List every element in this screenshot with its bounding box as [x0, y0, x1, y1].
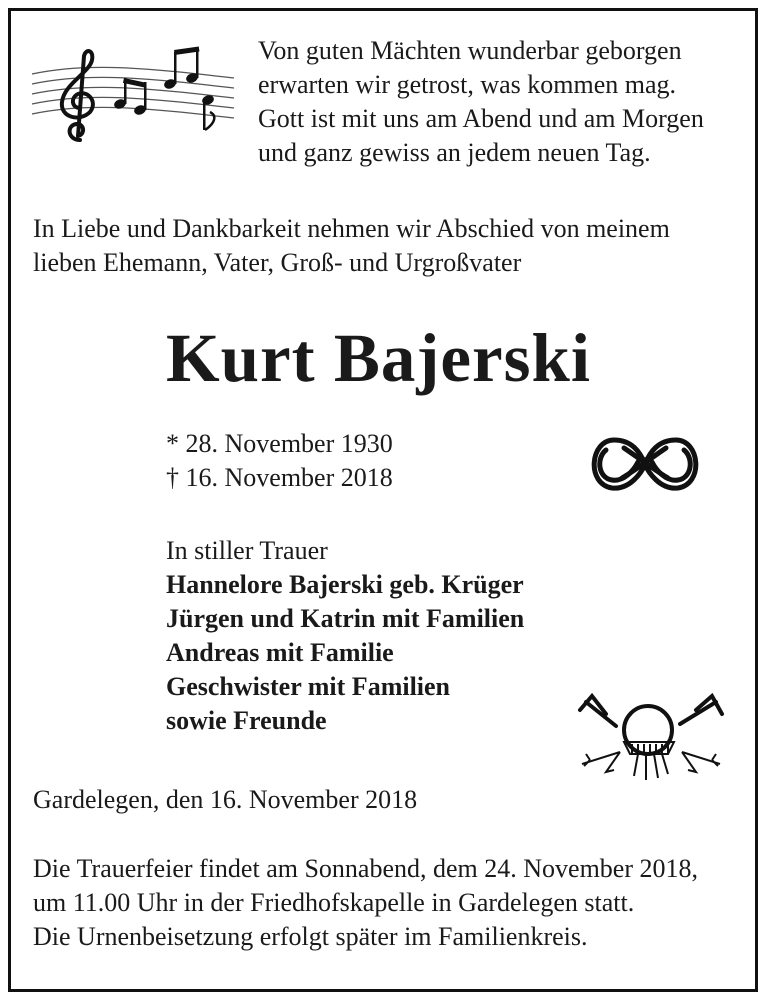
- funeral-line: um 11.00 Uhr in der Friedhofskapelle in Gardelegen statt.: [33, 888, 635, 917]
- life-dates: [166, 427, 393, 495]
- verse-line: Gott ist mit uns am Abend und am Morgen: [258, 104, 704, 133]
- verse-line: erwarten wir getrost, was kommen mag.: [258, 70, 677, 99]
- pretzel-icon: [584, 428, 706, 498]
- mourner-name: Hannelore Bajerski geb. Krüger: [166, 570, 524, 599]
- post-horn-icon: [576, 692, 726, 784]
- funeral-info: [33, 852, 698, 954]
- poem-verse: [258, 34, 704, 170]
- death-date: † 16. November 2018: [166, 463, 393, 492]
- verse-line: Von guten Mächten wunderbar geborgen: [258, 36, 682, 65]
- mourner-name: Geschwister mit Familien: [166, 672, 451, 701]
- funeral-line: Die Urnenbeisetzung erfolgt später im Familienkreis.: [33, 922, 588, 951]
- intro-line: In Liebe und Dankbarkeit nehmen wir Abschied von meinem: [33, 214, 670, 243]
- funeral-line: Die Trauerfeier findet am Sonnabend, dem 24. November 2018,: [33, 854, 699, 883]
- music-notes-icon: [28, 44, 240, 154]
- mourner-name: Andreas mit Familie: [166, 638, 394, 667]
- mourners-section: [166, 534, 524, 738]
- intro-text: [33, 212, 670, 280]
- mourner-name: sowie Freunde: [166, 706, 327, 735]
- deceased-name: Kurt Bajerski: [166, 320, 592, 396]
- verse-line: und ganz gewiss an jedem neuen Tag.: [258, 138, 651, 167]
- place-and-date: Gardelegen, den 16. November 2018: [33, 785, 418, 814]
- mourners-heading: In stiller Trauer: [166, 536, 328, 565]
- mourner-name: Jürgen und Katrin mit Familien: [166, 604, 525, 633]
- intro-line: lieben Ehemann, Vater, Groß- und Urgroßvater: [33, 248, 522, 277]
- birth-date: * 28. November 1930: [166, 429, 393, 458]
